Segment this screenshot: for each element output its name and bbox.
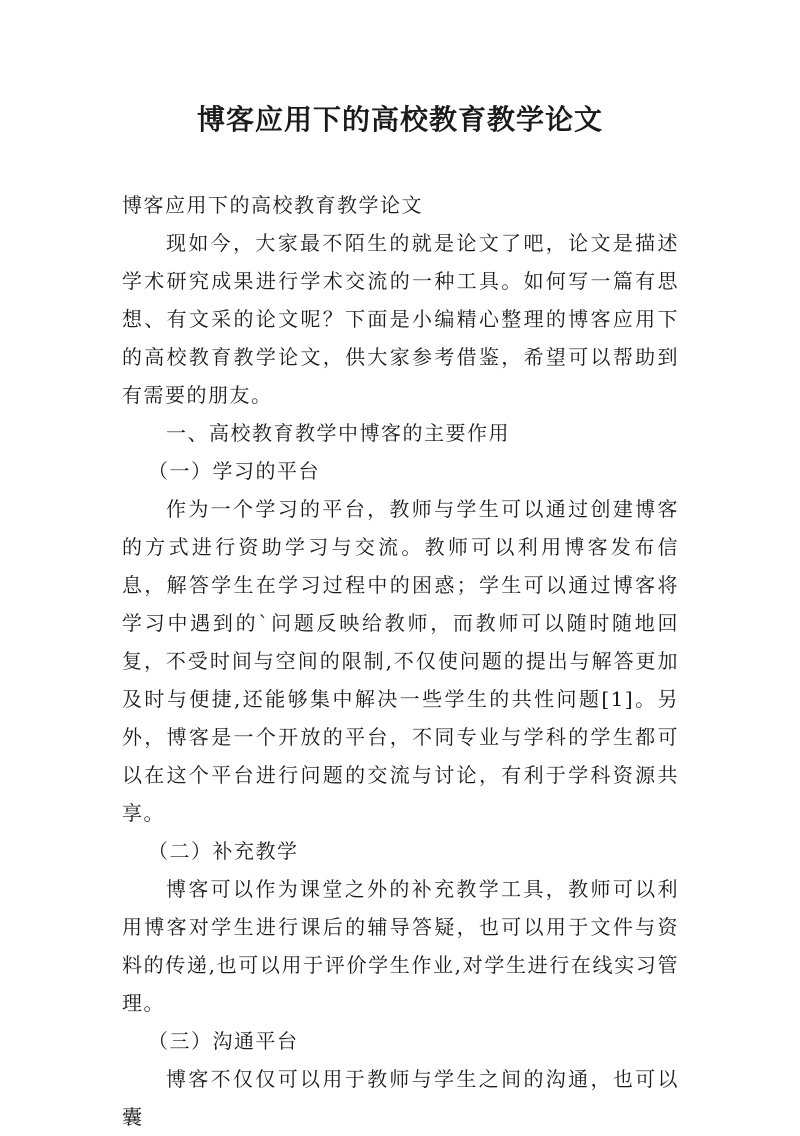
subsection-heading-3: （三）沟通平台 [148, 1029, 299, 1053]
paragraph-communication-platform: 博客不仅仅可以用于教师与学生之间的沟通，也可以囊 [122, 1067, 679, 1129]
paragraph-supplementary-teaching: 博客可以作为课堂之外的补充教学工具，教师可以利用博客对学生进行课后的辅导答疑，也可以用于文件与资料的传递,也可以用于评价学生作业,对学生进行在线实习管理。 [122, 877, 679, 1015]
document-body [122, 186, 679, 1136]
subsection-heading-1: （一）学习的平台 [148, 459, 320, 483]
paragraph-subtitle: 博客应用下的高校教育教学论文 [122, 193, 423, 217]
section-heading: 一、高校教育教学中博客的主要作用 [166, 421, 510, 445]
document-title: 博客应用下的高校教育教学论文 [196, 103, 603, 136]
paragraph-learning-platform: 作为一个学习的平台，教师与学生可以通过创建博客的方式进行资助学习与交流。教师可以利用博客发布信息，解答学生在学习过程中的困惑；学生可以通过博客将学习中遇到的`问题反映给教师，而教师可以随时随地回复，不受时间与空间的限制,不仅使问题的提出与解答更加及时与便捷,还能够集中解决一些学生的共性问题[1]。另外，博客是一个开放的平台，不同专业与学科的学生都可以在这个平台进行问题的交流与讨论，有利于学科资源共享。 [122, 497, 679, 825]
subsection-heading-2: （二）补充教学 [148, 839, 299, 863]
paragraph-intro: 现如今，大家最不陌生的就是论文了吧，论文是描述学术研究成果进行学术交流的一种工具。如何写一篇有思想、有文采的论文呢？下面是小编精心整理的博客应用下的高校教育教学论文，供大家参考借鉴，希望可以帮助到有需要的朋友。 [122, 231, 679, 407]
